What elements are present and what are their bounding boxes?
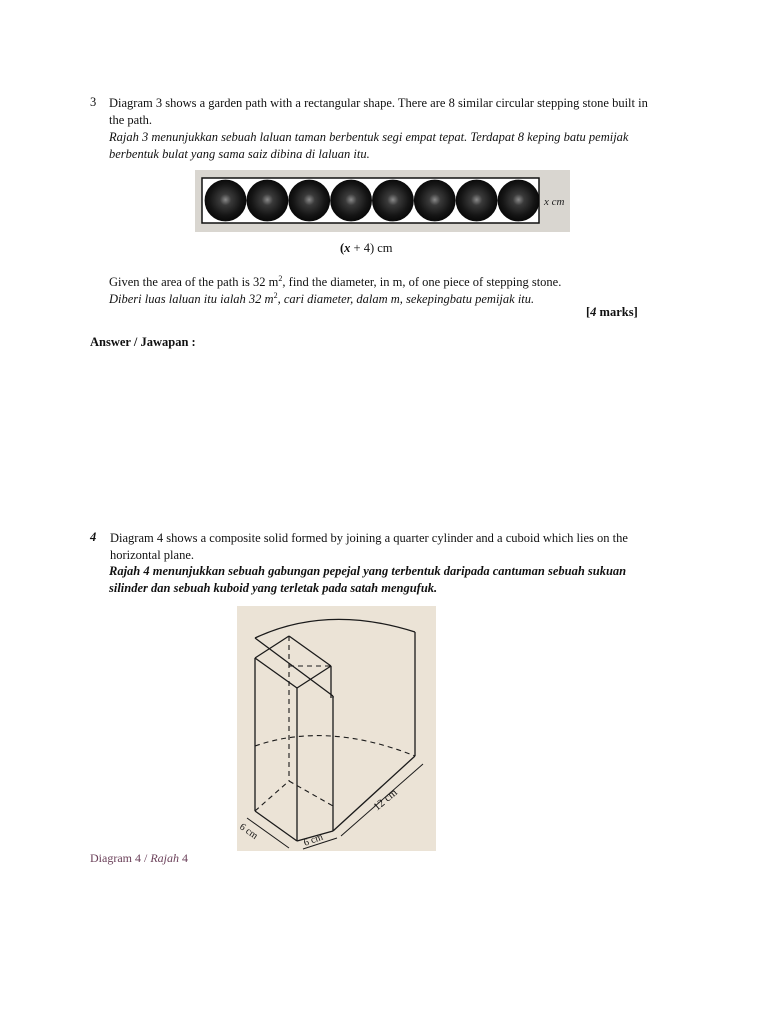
q4-my-line1: Rajah 4 menunjukkan sebuah gabungan pepejal yang terbentuk daripada cantuman sebuah sukuan [109,564,627,578]
q3-my-line2: berbentuk bulat yang sama saiz dibina di laluan itu. [109,147,370,161]
caption-pre: Diagram 4 / [90,851,151,865]
stepping-stone [414,180,455,221]
question-4-number: 4 [90,530,97,544]
given-en-sup: 2 [278,274,283,283]
stepping-stone [372,180,413,221]
q3-marks [586,304,638,321]
stepping-stone [456,180,497,221]
caption-italic: Rajah [150,851,179,865]
question-4-text-my [109,563,689,597]
label-12cm: 12 cm [371,786,400,814]
question-4-text-en [110,530,690,564]
stepping-stone [289,180,330,221]
question-3-text-my [109,129,699,163]
q4-en-line1: Diagram 4 shows a composite solid formed by joining a quarter cylinder and a cuboid which lies on the [110,531,628,545]
diagram-4-background [237,606,436,851]
label-paren: ( [340,241,345,255]
question-3-text-en [109,95,699,129]
question-3-number: 3 [90,95,97,109]
label-var-x: x [344,241,351,255]
q4-my-line2: silinder dan sebuah kuboid yang terletak pada satah mengufuk. [109,581,438,595]
diagram-4-composite-solid [237,606,436,851]
stepping-stone [205,180,246,221]
label-plus-4-cm: + 4) cm [350,241,393,255]
side-label-x-cm: x cm [544,196,565,208]
given-my-pre: Diberi luas laluan itu ialah 32 m [109,292,274,307]
given-en-post: , find the diameter, in m, of one piece of stepping stone. [282,275,562,290]
marks-text: marks] [596,305,638,319]
label-6cm-a: 6 cm [237,821,260,842]
q4-en-line2: horizontal plane. [110,548,194,562]
answer-label: Answer / Jawapan : [90,335,196,349]
given-en-pre: Given the area of the path is 32 m [109,275,279,290]
bottom-dimension-label [340,240,393,257]
stepping-stone [247,180,288,221]
label-6cm-b: 6 cm [302,831,325,849]
marks-open: [ [586,305,591,319]
caption-post: 4 [179,851,188,865]
q3-given-my [109,287,534,308]
given-my-post: , cari diameter, dalam m, sekepingbatu pemijak itu. [277,292,535,307]
diagram-4-caption [90,851,188,866]
stepping-stone [498,180,539,221]
marks-number: 4 [590,305,597,319]
q3-en-line1: Diagram 3 shows a garden path with a rectangular shape. There are 8 similar circular stepping stone built in [109,96,648,110]
q3-en-line2: the path. [109,113,153,127]
given-my-sup: 2 [273,291,278,300]
q3-my-line1: Rajah 3 menunjukkan sebuah laluan taman berbentuk segi empat tepat. Terdapat 8 keping batu pemijak [109,130,629,144]
stepping-stone [331,180,372,221]
diagram-3-garden-path [195,170,575,232]
